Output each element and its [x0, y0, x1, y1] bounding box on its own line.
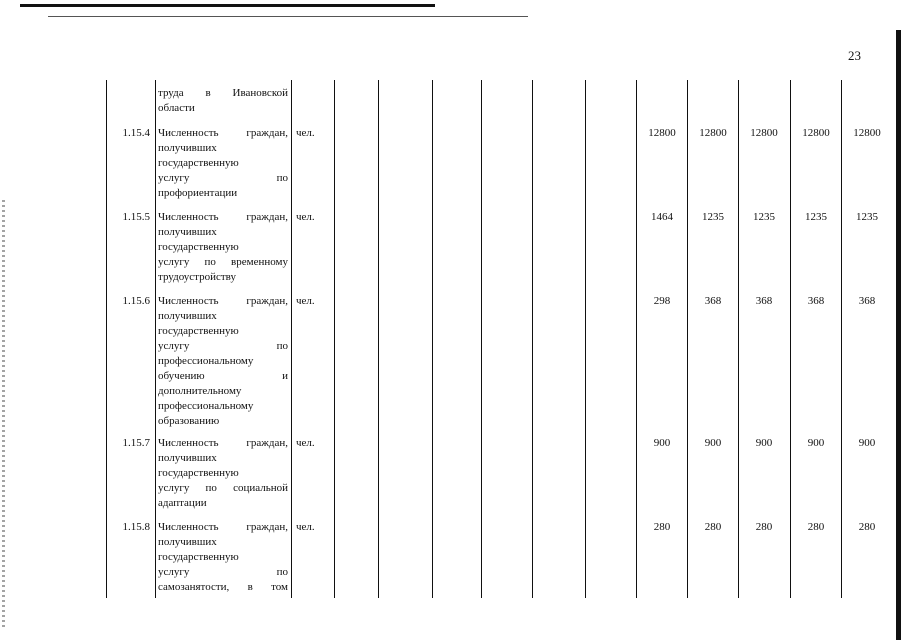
row-value: 12800	[699, 127, 727, 139]
row-value: 368	[807, 295, 825, 307]
row-value: 12800	[750, 127, 778, 139]
row-id: 1.15.6	[122, 295, 150, 307]
row-value: 298	[653, 295, 671, 307]
table-gridline	[334, 80, 335, 598]
table-gridline	[532, 80, 533, 598]
table-gridline	[841, 80, 842, 598]
top-rule-thin	[48, 16, 528, 17]
table-gridline	[155, 80, 156, 598]
row-id: 1.15.4	[122, 127, 150, 139]
row-value: 280	[755, 521, 773, 533]
scan-noise	[2, 200, 5, 630]
row-unit: чел.	[296, 437, 315, 449]
row-value: 368	[704, 295, 722, 307]
row-value: 900	[755, 437, 773, 449]
table-gridline	[378, 80, 379, 598]
row-value: 1235	[805, 211, 827, 223]
row-value: 1235	[753, 211, 775, 223]
row-id: 1.15.5	[122, 211, 150, 223]
continuation-text: труда в Ивановской области	[158, 87, 288, 114]
row-value: 900	[807, 437, 825, 449]
row-value: 1235	[702, 211, 724, 223]
row-unit: чел.	[296, 521, 315, 533]
top-rule	[20, 4, 435, 7]
row-value: 368	[755, 295, 773, 307]
row-id: 1.15.8	[122, 521, 150, 533]
row-value: 12800	[648, 127, 676, 139]
row-value: 1235	[856, 211, 878, 223]
page-number: 23	[848, 48, 861, 63]
row-value: 1464	[651, 211, 673, 223]
row-value: 280	[704, 521, 722, 533]
table-gridline	[687, 80, 688, 598]
row-description: Численность граждан, получивших государственную услугу по самозанятости, в том	[158, 521, 288, 593]
row-description: Численность граждан, получивших государственную услугу по профессиональному обучению и дополнительному профессиональному образованию	[158, 295, 288, 427]
row-value: 368	[858, 295, 876, 307]
row-unit: чел.	[296, 211, 315, 223]
row-value: 280	[858, 521, 876, 533]
row-value: 900	[858, 437, 876, 449]
row-description: Численность граждан, получивших государственную услугу по профориентации	[158, 127, 288, 199]
table-gridline	[636, 80, 637, 598]
scan-edge	[896, 30, 901, 640]
table-gridline	[738, 80, 739, 598]
row-value: 12800	[853, 127, 881, 139]
row-value: 900	[653, 437, 671, 449]
table-gridline	[585, 80, 586, 598]
row-value: 280	[807, 521, 825, 533]
row-value: 12800	[802, 127, 830, 139]
row-unit: чел.	[296, 295, 315, 307]
table-gridline	[790, 80, 791, 598]
row-value: 280	[653, 521, 671, 533]
table-gridline	[481, 80, 482, 598]
table-gridline	[432, 80, 433, 598]
row-value: 900	[704, 437, 722, 449]
row-description: Численность граждан, получивших государственную услугу по социальной адаптации	[158, 437, 288, 509]
row-unit: чел.	[296, 127, 315, 139]
table-gridline	[291, 80, 292, 598]
row-description: Численность граждан, получивших государственную услугу по временному трудоустройству	[158, 211, 288, 283]
row-id: 1.15.7	[122, 437, 150, 449]
